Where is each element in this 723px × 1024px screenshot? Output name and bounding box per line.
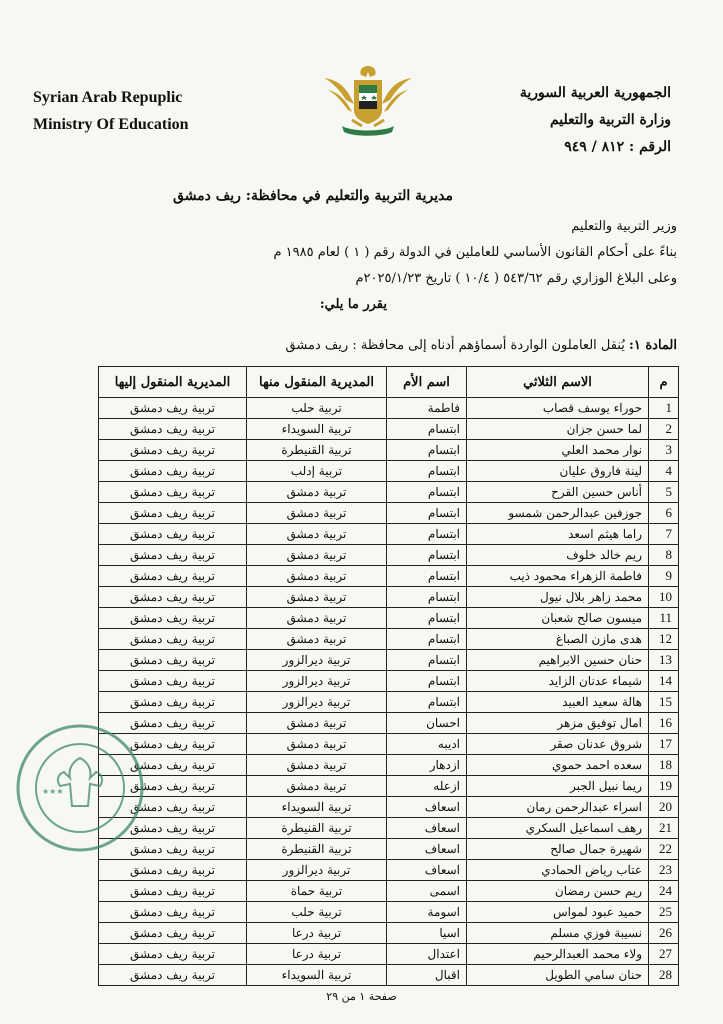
cell-to: تربية ريف دمشق bbox=[99, 524, 247, 545]
cell-num: 21 bbox=[649, 818, 679, 839]
cell-to: تربية ريف دمشق bbox=[99, 608, 247, 629]
cell-from: تربية دمشق bbox=[247, 524, 387, 545]
country-name-en: Syrian Arab Repuplic bbox=[33, 89, 183, 106]
cell-mother: فاطمة bbox=[387, 398, 467, 419]
cell-from: تربية حلب bbox=[247, 902, 387, 923]
article-label: المادة ١: bbox=[629, 338, 677, 353]
table-row bbox=[99, 881, 679, 902]
cell-mother: ابتسام bbox=[387, 440, 467, 461]
cell-num: 1 bbox=[649, 398, 679, 419]
cell-to: تربية ريف دمشق bbox=[99, 398, 247, 419]
cell-to: تربية ريف دمشق bbox=[99, 545, 247, 566]
page-footer: صفحة ١ من ٢٩ bbox=[326, 990, 397, 1003]
cell-mother: ابتسام bbox=[387, 482, 467, 503]
cell-from: تربية السويداء bbox=[247, 419, 387, 440]
cell-to: تربية ريف دمشق bbox=[99, 797, 247, 818]
cell-name: ولاء محمد العبدالرحيم bbox=[467, 944, 649, 965]
header-from: المديرية المنقول منها bbox=[247, 367, 387, 398]
cell-name: ريما نبيل الجبر bbox=[467, 776, 649, 797]
cell-from: تربية السويداء bbox=[247, 965, 387, 986]
cell-num: 13 bbox=[649, 650, 679, 671]
cell-mother: ابتسام bbox=[387, 587, 467, 608]
cell-to: تربية ريف دمشق bbox=[99, 881, 247, 902]
cell-name: هالة سعيد العبيد bbox=[467, 692, 649, 713]
cell-from: تربية دمشق bbox=[247, 503, 387, 524]
cell-name: حميد عبود لمواس bbox=[467, 902, 649, 923]
cell-num: 4 bbox=[649, 461, 679, 482]
cell-to: تربية ريف دمشق bbox=[99, 860, 247, 881]
cell-to: تربية ريف دمشق bbox=[99, 734, 247, 755]
cell-name: اسراء عبدالرحمن رمان bbox=[467, 797, 649, 818]
cell-from: تربية دمشق bbox=[247, 608, 387, 629]
cell-num: 17 bbox=[649, 734, 679, 755]
table-row bbox=[99, 587, 679, 608]
cell-from: تربية درعا bbox=[247, 923, 387, 944]
cell-name: سعده احمد حموي bbox=[467, 755, 649, 776]
cell-from: تربية ديرالزور bbox=[247, 860, 387, 881]
cell-to: تربية ريف دمشق bbox=[99, 650, 247, 671]
cell-from: تربية ديرالزور bbox=[247, 650, 387, 671]
cell-num: 25 bbox=[649, 902, 679, 923]
cell-mother: اسعاف bbox=[387, 860, 467, 881]
cell-mother: ازدهار bbox=[387, 755, 467, 776]
cell-name: ريم حسن رمضان bbox=[467, 881, 649, 902]
legal-basis-line-1: بناءً على أحكام القانون الأساسي للعاملين في الدولة رقم ( ١ ) لعام ١٩٨٥ م bbox=[273, 245, 677, 260]
minister-line: وزير التربية والتعليم bbox=[571, 219, 677, 234]
cell-num: 12 bbox=[649, 629, 679, 650]
table-row bbox=[99, 902, 679, 923]
cell-to: تربية ريف دمشق bbox=[99, 818, 247, 839]
table-row bbox=[99, 608, 679, 629]
cell-name: امال توفيق مزهر bbox=[467, 713, 649, 734]
cell-to: تربية ريف دمشق bbox=[99, 923, 247, 944]
cell-num: 9 bbox=[649, 566, 679, 587]
header-to: المديرية المنقول إليها bbox=[99, 367, 247, 398]
cell-from: تربية دمشق bbox=[247, 629, 387, 650]
cell-num: 24 bbox=[649, 881, 679, 902]
cell-mother: ابتسام bbox=[387, 524, 467, 545]
cell-to: تربية ريف دمشق bbox=[99, 461, 247, 482]
table-row bbox=[99, 944, 679, 965]
cell-from: تربية حلب bbox=[247, 398, 387, 419]
cell-from: تربية دمشق bbox=[247, 482, 387, 503]
table-row bbox=[99, 419, 679, 440]
cell-mother: اعتدال bbox=[387, 944, 467, 965]
cell-to: تربية ريف دمشق bbox=[99, 692, 247, 713]
cell-to: تربية ريف دمشق bbox=[99, 776, 247, 797]
cell-mother: اقبال bbox=[387, 965, 467, 986]
cell-to: تربية ريف دمشق bbox=[99, 440, 247, 461]
cell-name: لينة فاروق عليان bbox=[467, 461, 649, 482]
table-row bbox=[99, 461, 679, 482]
cell-from: تربية دمشق bbox=[247, 776, 387, 797]
cell-mother: اسعاف bbox=[387, 818, 467, 839]
cell-name: لما حسن جزان bbox=[467, 419, 649, 440]
decree-line: يقرر ما يلي: bbox=[319, 297, 387, 312]
table-row bbox=[99, 755, 679, 776]
table-row bbox=[99, 566, 679, 587]
transfer-table bbox=[98, 366, 679, 986]
cell-mother: اسومة bbox=[387, 902, 467, 923]
cell-mother: ابتسام bbox=[387, 419, 467, 440]
cell-mother: ابتسام bbox=[387, 671, 467, 692]
cell-name: شروق عدنان صقر bbox=[467, 734, 649, 755]
cell-name: شيماء عدنان الزايد bbox=[467, 671, 649, 692]
cell-mother: اديبه bbox=[387, 734, 467, 755]
cell-num: 27 bbox=[649, 944, 679, 965]
cell-num: 5 bbox=[649, 482, 679, 503]
ministry-name-ar: وزارة التربية والتعليم bbox=[549, 112, 671, 128]
cell-num: 15 bbox=[649, 692, 679, 713]
cell-to: تربية ريف دمشق bbox=[99, 482, 247, 503]
cell-to: تربية ريف دمشق bbox=[99, 902, 247, 923]
cell-mother: اسعاف bbox=[387, 797, 467, 818]
cell-name: حنان سامي الطويل bbox=[467, 965, 649, 986]
table-row bbox=[99, 734, 679, 755]
cell-num: 2 bbox=[649, 419, 679, 440]
cell-mother: ابتسام bbox=[387, 608, 467, 629]
cell-num: 18 bbox=[649, 755, 679, 776]
arabic-header bbox=[520, 80, 671, 161]
syrian-eagle-emblem-icon bbox=[322, 60, 414, 140]
table-row bbox=[99, 503, 679, 524]
table-row bbox=[99, 524, 679, 545]
svg-text:★★★: ★★★ bbox=[42, 787, 64, 796]
cell-mother: ابتسام bbox=[387, 566, 467, 587]
cell-to: تربية ريف دمشق bbox=[99, 671, 247, 692]
ministry-name-en: Ministry Of Education bbox=[33, 116, 189, 133]
cell-mother: ازعله bbox=[387, 776, 467, 797]
table-header-row bbox=[99, 367, 679, 398]
cell-num: 14 bbox=[649, 671, 679, 692]
cell-num: 23 bbox=[649, 860, 679, 881]
cell-mother: ابتسام bbox=[387, 545, 467, 566]
cell-name: حوراء يوسف قصاب bbox=[467, 398, 649, 419]
cell-mother: احسان bbox=[387, 713, 467, 734]
cell-to: تربية ريف دمشق bbox=[99, 566, 247, 587]
cell-num: 19 bbox=[649, 776, 679, 797]
cell-from: تربية ديرالزور bbox=[247, 692, 387, 713]
table-row bbox=[99, 671, 679, 692]
cell-name: عتاب رياض الحمادي bbox=[467, 860, 649, 881]
table-body bbox=[99, 398, 679, 986]
table-row bbox=[99, 713, 679, 734]
table-row bbox=[99, 545, 679, 566]
article-1 bbox=[286, 338, 677, 353]
header-name: الاسم الثلاثي bbox=[467, 367, 649, 398]
cell-to: تربية ريف دمشق bbox=[99, 629, 247, 650]
cell-num: 22 bbox=[649, 839, 679, 860]
ministry-stamp-icon bbox=[14, 722, 146, 854]
cell-num: 28 bbox=[649, 965, 679, 986]
cell-from: تربية حماة bbox=[247, 881, 387, 902]
cell-name: فاطمة الزهراء محمود ذيب bbox=[467, 566, 649, 587]
table-row bbox=[99, 965, 679, 986]
cell-name: هدى مازن الصباغ bbox=[467, 629, 649, 650]
cell-num: 11 bbox=[649, 608, 679, 629]
cell-name: راما هيثم اسعد bbox=[467, 524, 649, 545]
cell-from: تربية دمشق bbox=[247, 566, 387, 587]
cell-to: تربية ريف دمشق bbox=[99, 587, 247, 608]
cell-mother: اسمى bbox=[387, 881, 467, 902]
cell-mother: ابتسام bbox=[387, 650, 467, 671]
cell-mother: اسيا bbox=[387, 923, 467, 944]
directorate-title: مديرية التربية والتعليم في محافظة: ريف دمشق bbox=[173, 188, 453, 204]
cell-mother: ابتسام bbox=[387, 692, 467, 713]
table-row bbox=[99, 839, 679, 860]
legal-basis-line-2: وعلى البلاغ الوزاري رقم ٥٤٣/٦٢ ( ١٠/٤ ) تاريخ ٢٠٢٥/١/٢٣م bbox=[355, 271, 677, 286]
cell-name: حنان حسين الابراهيم bbox=[467, 650, 649, 671]
cell-num: 6 bbox=[649, 503, 679, 524]
cell-name: ميسون صالح شعبان bbox=[467, 608, 649, 629]
cell-mother: ابتسام bbox=[387, 629, 467, 650]
cell-name: ريم خالد خلوف bbox=[467, 545, 649, 566]
cell-num: 8 bbox=[649, 545, 679, 566]
cell-from: تربية درعا bbox=[247, 944, 387, 965]
cell-to: تربية ريف دمشق bbox=[99, 503, 247, 524]
cell-from: تربية إدلب bbox=[247, 461, 387, 482]
cell-num: 26 bbox=[649, 923, 679, 944]
table-row bbox=[99, 818, 679, 839]
cell-num: 3 bbox=[649, 440, 679, 461]
table-row bbox=[99, 776, 679, 797]
english-header bbox=[33, 84, 189, 138]
cell-from: تربية دمشق bbox=[247, 755, 387, 776]
cell-from: تربية القنيطرة bbox=[247, 440, 387, 461]
country-name-ar: الجمهورية العربية السورية bbox=[519, 85, 671, 101]
article-text: يُنقل العاملون الواردة أسماؤهم أدناه إلى محافظة : ريف دمشق bbox=[285, 338, 625, 353]
table-row bbox=[99, 923, 679, 944]
cell-from: تربية دمشق bbox=[247, 734, 387, 755]
reference-number: الرقم : ٨١٢ / ٩٤٩ bbox=[564, 139, 671, 155]
decree-preamble bbox=[57, 214, 677, 318]
cell-to: تربية ريف دمشق bbox=[99, 839, 247, 860]
cell-from: تربية دمشق bbox=[247, 713, 387, 734]
cell-to: تربية ريف دمشق bbox=[99, 755, 247, 776]
table-row bbox=[99, 692, 679, 713]
cell-to: تربية ريف دمشق bbox=[99, 419, 247, 440]
cell-name: نوار محمد العلي bbox=[467, 440, 649, 461]
header-mother: اسم الأم bbox=[387, 367, 467, 398]
cell-from: تربية دمشق bbox=[247, 587, 387, 608]
cell-from: تربية دمشق bbox=[247, 545, 387, 566]
table-row bbox=[99, 629, 679, 650]
cell-num: 16 bbox=[649, 713, 679, 734]
cell-mother: اسعاف bbox=[387, 839, 467, 860]
cell-name: محمد زاهر بلال نيول bbox=[467, 587, 649, 608]
cell-from: تربية السويداء bbox=[247, 797, 387, 818]
cell-num: 7 bbox=[649, 524, 679, 545]
cell-name: نسيبة فوزي مسلم bbox=[467, 923, 649, 944]
cell-from: تربية ديرالزور bbox=[247, 671, 387, 692]
cell-from: تربية القنيطرة bbox=[247, 818, 387, 839]
cell-to: تربية ريف دمشق bbox=[99, 965, 247, 986]
table-row bbox=[99, 650, 679, 671]
cell-from: تربية القنيطرة bbox=[247, 839, 387, 860]
cell-num: 20 bbox=[649, 797, 679, 818]
cell-name: جوزفين عبدالرحمن شمسو bbox=[467, 503, 649, 524]
table-row bbox=[99, 398, 679, 419]
cell-name: رهف اسماعيل السكري bbox=[467, 818, 649, 839]
table-row bbox=[99, 797, 679, 818]
cell-mother: ابتسام bbox=[387, 503, 467, 524]
cell-name: شهيرة جمال صالح bbox=[467, 839, 649, 860]
cell-mother: ابتسام bbox=[387, 461, 467, 482]
cell-name: أناس حسين القرح bbox=[467, 482, 649, 503]
cell-to: تربية ريف دمشق bbox=[99, 713, 247, 734]
cell-to: تربية ريف دمشق bbox=[99, 944, 247, 965]
header-num: م bbox=[649, 367, 679, 398]
table-row bbox=[99, 482, 679, 503]
cell-num: 10 bbox=[649, 587, 679, 608]
table-row bbox=[99, 860, 679, 881]
table-row bbox=[99, 440, 679, 461]
